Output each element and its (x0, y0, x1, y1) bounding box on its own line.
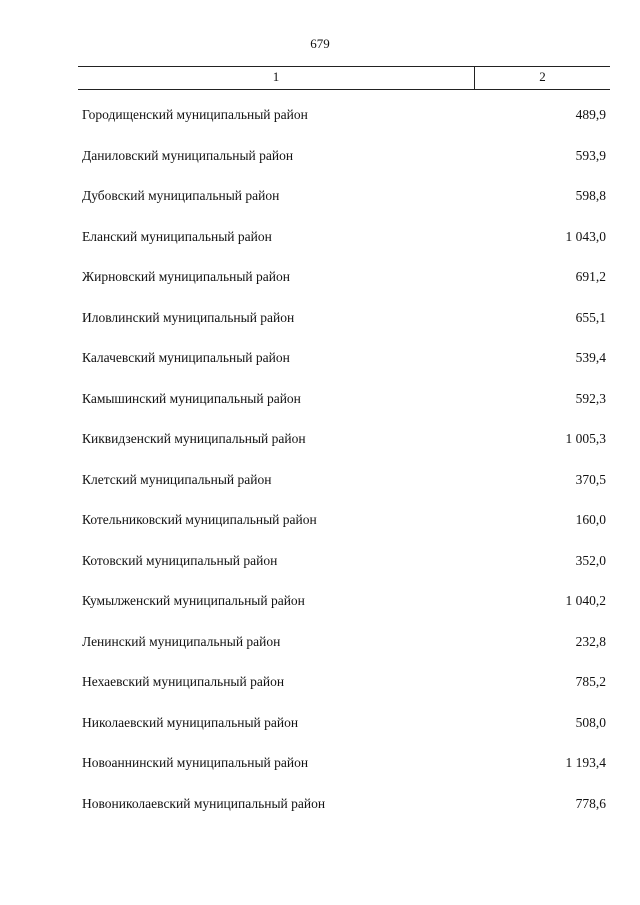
district-value: 1 193,4 (565, 755, 606, 770)
district-value: 539,4 (575, 350, 606, 365)
table-row (82, 188, 606, 229)
column-header-2: 2 (539, 69, 546, 84)
district-name: Городищенский муниципальный район (82, 107, 308, 122)
district-value: 352,0 (575, 552, 606, 568)
table-header (78, 66, 610, 90)
district-name: Еланский муниципальный район (82, 228, 272, 244)
table-row (82, 229, 606, 270)
district-value: 489,9 (575, 107, 606, 122)
table-row (82, 350, 606, 391)
district-name: Кумылженский муниципальный район (82, 593, 305, 608)
district-value: 160,0 (575, 512, 606, 527)
district-name: Жирновский муниципальный район (82, 269, 290, 284)
district-name: Новоаннинский муниципальный район (82, 755, 309, 770)
district-name: Нехаевский муниципальный район (82, 674, 285, 689)
district-value: 598,8 (575, 188, 606, 203)
table-body (82, 107, 606, 836)
district-name: Клетский муниципальный район (82, 471, 272, 487)
table-row (82, 431, 606, 472)
table-row (82, 553, 606, 594)
column-header-1: 1 (78, 67, 475, 89)
district-name: Котельниковский муниципальный район (82, 512, 317, 527)
district-name: Киквидзенский муниципальный район (82, 431, 306, 446)
district-value: 655,1 (575, 309, 606, 325)
table-row (82, 674, 606, 715)
district-value: 592,3 (575, 390, 606, 406)
district-name: Даниловский муниципальный район (82, 147, 294, 163)
district-name: Камышинский муниципальный район (82, 390, 301, 406)
district-value: 778,6 (575, 795, 606, 811)
district-value: 508,0 (575, 714, 606, 730)
district-name: Новониколаевский муниципальный район (82, 795, 326, 811)
district-value: 370,5 (575, 471, 606, 487)
district-value: 232,8 (575, 633, 606, 649)
district-value: 593,9 (575, 147, 606, 163)
district-value: 1 005,3 (565, 431, 606, 446)
table-row (82, 269, 606, 310)
district-value: 691,2 (575, 269, 606, 284)
district-name: Котовский муниципальный район (82, 552, 278, 568)
table-row (82, 148, 606, 189)
page-number: 679 (310, 36, 330, 51)
table-row (82, 512, 606, 553)
district-name: Калачевский муниципальный район (82, 350, 290, 365)
table-row (82, 391, 606, 432)
table-row (82, 107, 606, 148)
table-row (82, 755, 606, 796)
table-row (82, 593, 606, 634)
table-row (82, 796, 606, 837)
table-row (82, 634, 606, 675)
table-row (82, 715, 606, 756)
district-name: Ленинский муниципальный район (82, 633, 281, 649)
district-name: Дубовский муниципальный район (82, 188, 280, 203)
district-name: Николаевский муниципальный район (82, 714, 299, 730)
district-value: 1 040,2 (565, 593, 606, 608)
table-row (82, 472, 606, 513)
district-value: 1 043,0 (565, 228, 606, 244)
table-row (82, 310, 606, 351)
district-name: Иловлинский муниципальный район (82, 309, 295, 325)
district-value: 785,2 (575, 674, 606, 689)
